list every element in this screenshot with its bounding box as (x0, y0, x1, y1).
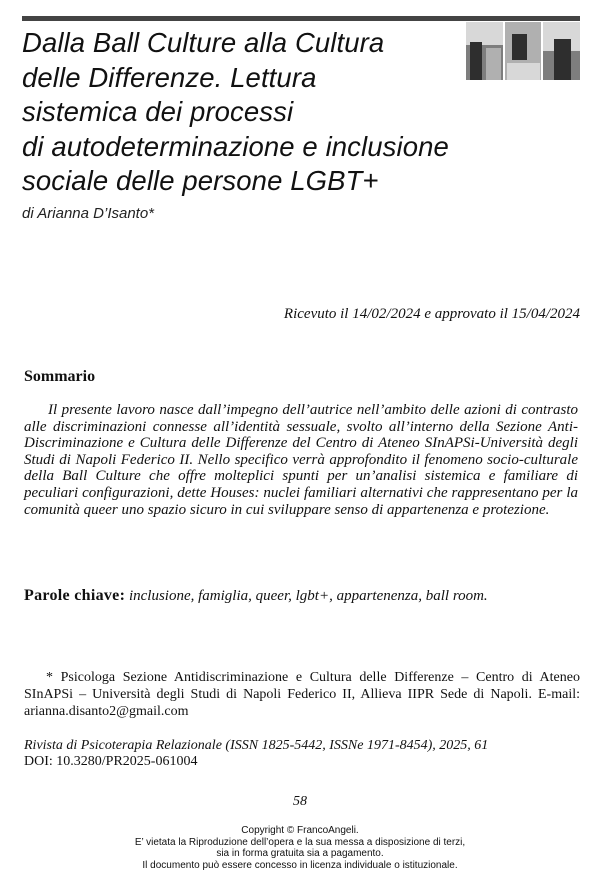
copyright-line: Copyright © FrancoAngeli. (241, 825, 359, 836)
header-photo-3 (543, 22, 580, 80)
journal-doi: DOI: 10.3280/PR2025-061004 (24, 754, 198, 769)
abstract-text: Il presente lavoro nasce dall’impegno dell’autrice nell’ambito delle azioni di contrasto alle discriminazioni connesse all’identità sessuale, svolto all’interno della Sezione Anti-Discriminazione e Cultura delle Differenze del Centro di Ateneo SInAPSi-Università degli Studi di Napoli Federico II. Nello specifico verrà approfondito il fenomeno socio-culturale della Ball Culture che offre molteplici spunti per un’analisi sistemica e familiare di peculiari configurazioni, dette Houses: nuclei familiari alternativi che rappresentano per la comunità queer uno spazio sicuro in cui sviluppare senso di appartenenza e protezione. (24, 402, 578, 518)
title-line: sistemica dei processi (22, 96, 294, 127)
copyright-line: Il documento può essere concesso in licenza individuale o istituzionale. (142, 859, 458, 871)
header-rule (22, 16, 580, 21)
article-title (22, 26, 542, 199)
author-byline: di Arianna D’Isanto* (22, 205, 155, 222)
title-line: di autodeterminazione e inclusione (22, 130, 449, 162)
keywords-label: Parole chiave: (24, 587, 126, 604)
keywords (24, 587, 578, 605)
journal-reference (24, 738, 580, 770)
title-line: Dalla Ball Culture alla Cultura (22, 27, 385, 58)
title-line: sociale delle persone LGBT+ (22, 165, 379, 196)
received-dates: Ricevuto il 14/02/2024 e approvato il 15/04/2024 (283, 306, 580, 322)
journal-citation: Rivista di Psicoterapia Relazionale (ISSN 1825-5442, ISSNe 1971-8454), 2025, 61 (24, 738, 489, 753)
copyright-line: sia in forma gratuita sia a pagamento. (216, 848, 384, 860)
keywords-list: inclusione, famiglia, queer, lgbt+, appartenenza, ball room. (128, 588, 488, 604)
copyright-line: E’ vietata la Riproduzione dell’opera e la sua messa a disposizione di terzi, (134, 836, 466, 848)
abstract-heading: Sommario (24, 368, 96, 385)
page-number: 58 (293, 794, 307, 809)
title-line: delle Differenze. Lettura (22, 61, 317, 93)
copyright-notice (0, 825, 600, 871)
author-footnote: * Psicologa Sezione Antidiscriminazione e Cultura delle Differenze – Centro di Ateneo SInAPSi – Università degli Studi di Napoli Federico II, Allieva IIPR Sede di Napoli. E-mail: arianna.disanto2@gmail.com (24, 670, 580, 719)
